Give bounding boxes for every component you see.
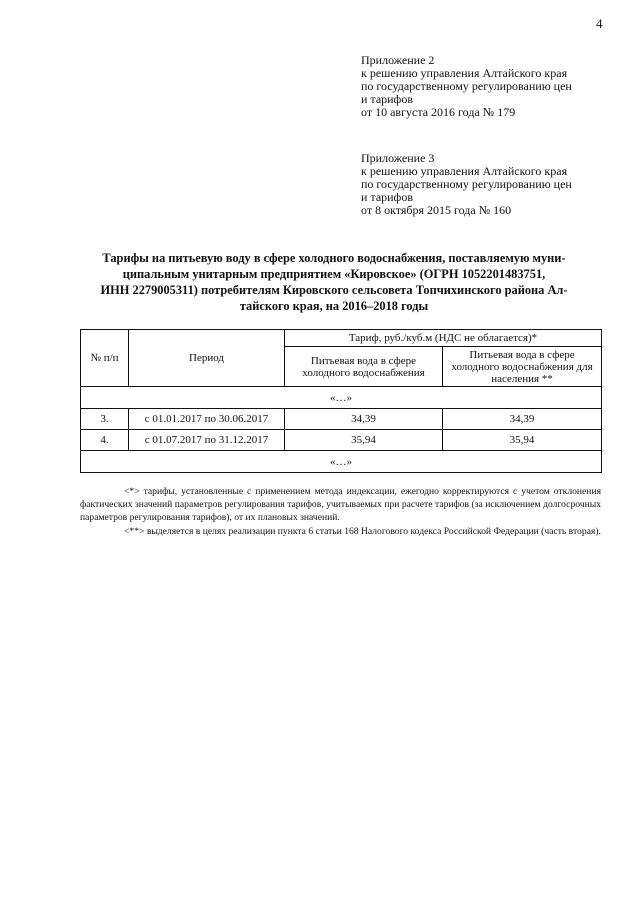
header-col-b: Питьевая вода в сфере холодного водоснабжения для населения **	[443, 347, 602, 387]
title-line: ИНН 2279005311) потребителям Кировского сельсовета Топчихинского района Ал-	[100, 283, 568, 297]
document-title	[86, 250, 582, 314]
appendix-3-line: и тарифов	[361, 190, 414, 204]
ellipsis-row	[81, 387, 602, 409]
appendix-3-line: от 8 октября 2015 года № 160	[361, 203, 512, 217]
appendix-2-line: по государственному регулированию цен	[361, 79, 572, 93]
table-row	[81, 430, 602, 451]
ellipsis-cell: «…»	[81, 451, 602, 473]
ellipsis-row	[81, 451, 602, 473]
appendix-2-line: Приложение 2	[361, 53, 435, 67]
cell-tariff-b: 35,94	[443, 430, 602, 451]
ellipsis-cell: «…»	[81, 387, 602, 409]
cell-tariff-a: 35,94	[285, 430, 443, 451]
header-col-a: Питьевая вода в сфере холодного водоснабжения	[285, 347, 443, 387]
header-num: № п/п	[81, 330, 129, 387]
cell-tariff-a: 34,39	[285, 409, 443, 430]
cell-num: 3.	[81, 409, 129, 430]
cell-tariff-b: 34,39	[443, 409, 602, 430]
appendix-2-line: и тарифов	[361, 92, 414, 106]
page-number: 4	[596, 16, 603, 31]
table-header-row	[81, 330, 602, 347]
footnote: <**> выделяется в целях реализации пункта 6 статьи 168 Налогового кодекса Российской Федерации (часть вторая).	[124, 526, 601, 537]
footnotes	[80, 485, 601, 539]
appendix-3-line: по государственному регулированию цен	[361, 177, 572, 191]
cell-num: 4.	[81, 430, 129, 451]
appendix-3-line: Приложение 3	[361, 151, 435, 165]
header-tariff: Тариф, руб./куб.м (НДС не облагается)*	[285, 330, 602, 347]
appendix-3-block	[361, 152, 621, 217]
tariff-table	[80, 329, 602, 473]
title-line: тайского края, на 2016–2018 годы	[239, 299, 429, 313]
header-period: Период	[129, 330, 285, 387]
appendix-2-block	[361, 54, 621, 119]
cell-period: с 01.07.2017 по 31.12.2017	[129, 430, 285, 451]
footnote: <*> тарифы, установленные с применением метода индексации, ежегодно корректируются с учетом отклонения фактических значений параметров регулирования тарифов, учитываемых при расчете тарифов (за исключением долгосрочных параметров регулирования тарифов), от их плановых значений.	[80, 486, 601, 523]
appendix-3-line: к решению управления Алтайского края	[361, 164, 568, 178]
title-line: ципальным унитарным предприятием «Кировское» (ОГРН 1052201483751,	[122, 267, 546, 281]
appendix-2-line: к решению управления Алтайского края	[361, 66, 568, 80]
title-line: Тарифы на питьевую воду в сфере холодного водоснабжения, поставляемую муни-	[102, 251, 566, 265]
cell-period: с 01.01.2017 по 30.06.2017	[129, 409, 285, 430]
table-row	[81, 409, 602, 430]
appendix-2-line: от 10 августа 2016 года № 179	[361, 105, 516, 119]
